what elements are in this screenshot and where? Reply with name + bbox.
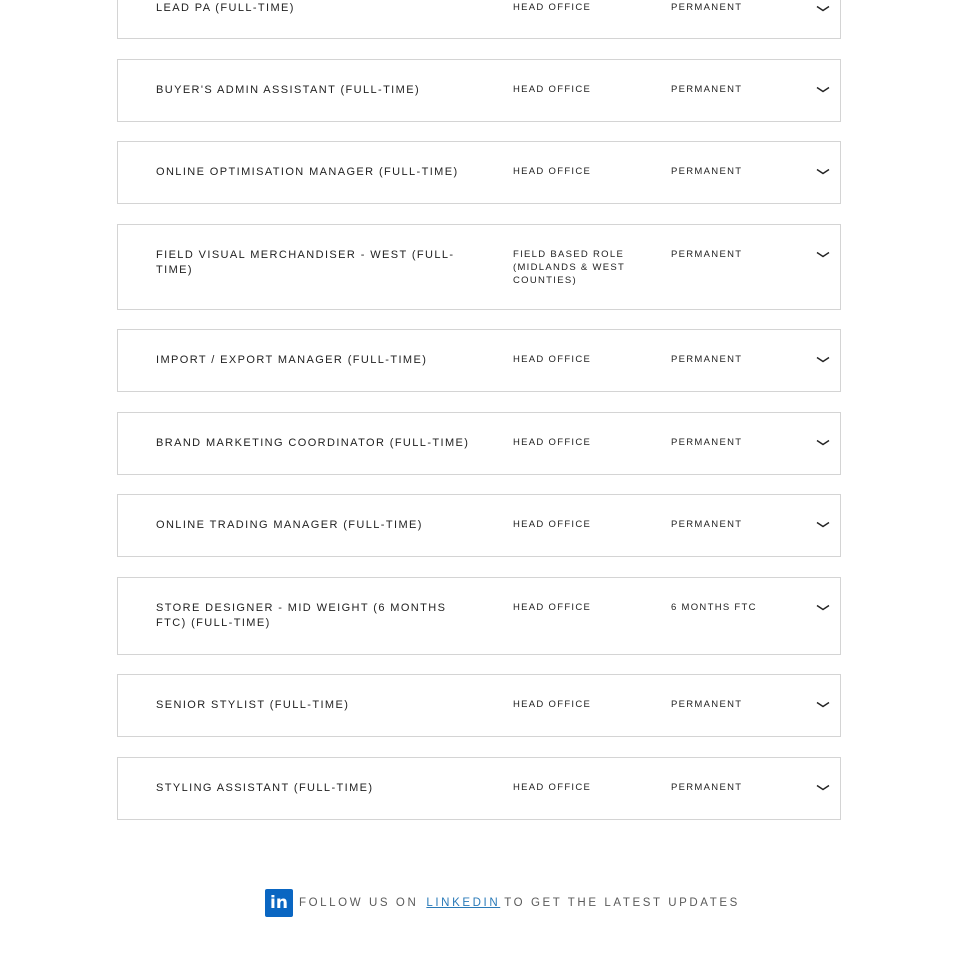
- job-location: HEAD OFFICE: [513, 519, 592, 530]
- job-row[interactable]: [117, 412, 841, 475]
- job-title: STORE DESIGNER - MID WEIGHT (6 MONTHS FTC) (FULL-TIME): [156, 602, 447, 629]
- job-row[interactable]: [117, 59, 841, 122]
- follow-linkedin-banner: [265, 888, 740, 918]
- linkedin-icon[interactable]: [265, 889, 293, 917]
- job-location: HEAD OFFICE: [513, 354, 592, 365]
- chevron-down-icon[interactable]: [816, 86, 830, 94]
- job-row[interactable]: [117, 141, 841, 204]
- linkedin-link[interactable]: LINKEDIN: [426, 897, 501, 909]
- chevron-down-icon[interactable]: [816, 168, 830, 176]
- job-title: BRAND MARKETING COORDINATOR (FULL-TIME): [156, 437, 470, 449]
- job-contract: PERMANENT: [671, 249, 743, 260]
- job-contract: 6 MONTHS FTC: [671, 602, 757, 613]
- job-row[interactable]: [117, 577, 841, 655]
- job-location: HEAD OFFICE: [513, 84, 592, 95]
- job-title: LEAD PA (FULL-TIME): [156, 2, 295, 14]
- job-row[interactable]: [117, 224, 841, 310]
- job-title: BUYER'S ADMIN ASSISTANT (FULL-TIME): [156, 84, 421, 96]
- job-title: STYLING ASSISTANT (FULL-TIME): [156, 782, 374, 794]
- job-location: HEAD OFFICE: [513, 2, 592, 13]
- chevron-down-icon[interactable]: [816, 784, 830, 792]
- job-location: FIELD BASED ROLE (MIDLANDS & WEST COUNTIES): [513, 249, 625, 286]
- job-row[interactable]: [117, 329, 841, 392]
- follow-prefix-text: FOLLOW US ON: [299, 897, 419, 909]
- job-contract: PERMANENT: [671, 699, 743, 710]
- job-contract: PERMANENT: [671, 782, 743, 793]
- follow-suffix-text: TO GET THE LATEST UPDATES: [504, 897, 740, 909]
- job-contract: PERMANENT: [671, 166, 743, 177]
- job-row[interactable]: [117, 757, 841, 820]
- chevron-down-icon[interactable]: [816, 251, 830, 259]
- job-title: SENIOR STYLIST (FULL-TIME): [156, 699, 350, 711]
- job-contract: PERMANENT: [671, 519, 743, 530]
- job-contract: PERMANENT: [671, 437, 743, 448]
- chevron-down-icon[interactable]: [816, 439, 830, 447]
- job-row[interactable]: [117, 674, 841, 737]
- job-location: HEAD OFFICE: [513, 437, 592, 448]
- job-location: HEAD OFFICE: [513, 699, 592, 710]
- job-contract: PERMANENT: [671, 2, 743, 13]
- job-location: HEAD OFFICE: [513, 602, 592, 613]
- chevron-down-icon[interactable]: [816, 5, 830, 13]
- job-location: HEAD OFFICE: [513, 782, 592, 793]
- chevron-down-icon[interactable]: [816, 604, 830, 612]
- job-row[interactable]: [117, 494, 841, 557]
- job-row[interactable]: [117, 0, 841, 39]
- chevron-down-icon[interactable]: [816, 356, 830, 364]
- chevron-down-icon[interactable]: [816, 701, 830, 709]
- chevron-down-icon[interactable]: [816, 521, 830, 529]
- job-title: ONLINE OPTIMISATION MANAGER (FULL-TIME): [156, 166, 459, 178]
- job-contract: PERMANENT: [671, 354, 743, 365]
- linkedin-logo-text: in: [270, 892, 288, 913]
- job-location: HEAD OFFICE: [513, 166, 592, 177]
- job-title: ONLINE TRADING MANAGER (FULL-TIME): [156, 519, 423, 531]
- job-contract: PERMANENT: [671, 84, 743, 95]
- job-title: FIELD VISUAL MERCHANDISER - WEST (FULL-TIME): [156, 249, 455, 276]
- job-title: IMPORT / EXPORT MANAGER (FULL-TIME): [156, 354, 428, 366]
